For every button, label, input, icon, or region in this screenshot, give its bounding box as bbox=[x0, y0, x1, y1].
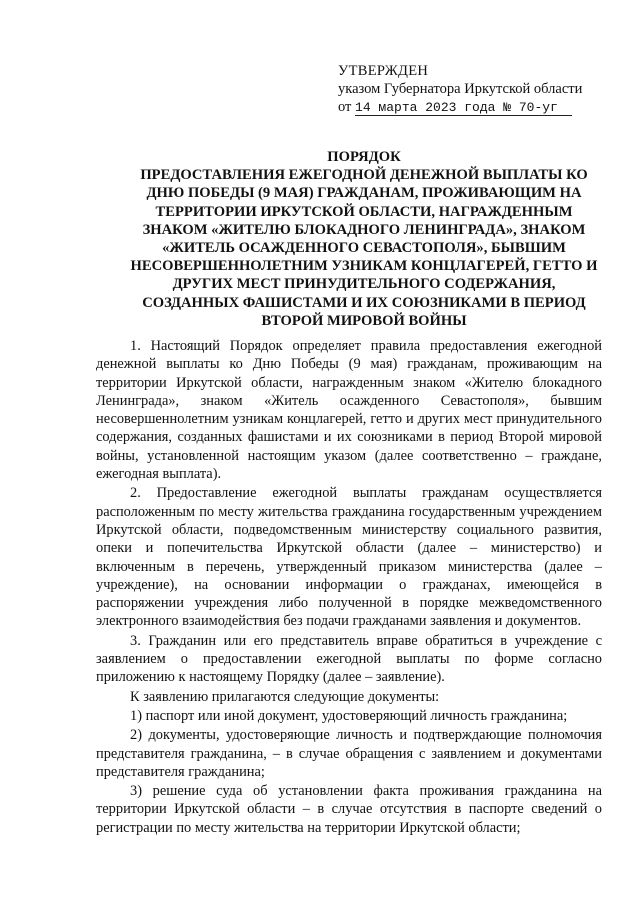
approval-heading: УТВЕРЖДЕН bbox=[338, 63, 429, 79]
attachments-intro: К заявлению прилагаются следующие документы: bbox=[130, 688, 440, 705]
list-item-1: 1) паспорт или иной документ, удостоверяющий личность гражданина; bbox=[130, 707, 568, 724]
title-line: ТЕРРИТОРИИ ИРКУТСКОЙ ОБЛАСТИ, НАГРАЖДЕННЫМ bbox=[155, 203, 573, 220]
title-line: ДНЮ ПОБЕДЫ (9 МАЯ) ГРАЖДАНАМ, ПРОЖИВАЮЩИМ НА bbox=[146, 185, 582, 202]
approval-date-line bbox=[338, 98, 608, 117]
title-line: ЗНАКОМ «ЖИТЕЛЮ БЛОКАДНОГО ЛЕНИНГРАДА», ЗНАКОМ bbox=[142, 221, 586, 238]
document-title bbox=[96, 148, 632, 330]
approval-issuer: указом Губернатора Иркутской области bbox=[338, 81, 583, 97]
paragraph-1: 1. Настоящий Порядок определяет правила предоставления ежегодной денежной выплаты ко Дню Победы (9 мая) гражданам, проживающим на территории Иркутской области, награжденным знаком «Жителю блокадного Ленинграда», знаком «Житель осажденного Севастополя», бывшим несовершеннолетним узникам концлагерей, гетто и других мест принудительного содержания, созданных фашистами и их союзниками в период Второй мировой войны, установленной настоящим указом (далее соответственно – граждане, ежегодная выплата). bbox=[96, 338, 602, 483]
document-body bbox=[96, 337, 602, 837]
approval-date-number: 14 марта 2023 года № 70-уг bbox=[355, 100, 572, 116]
title-line: ПРЕДОСТАВЛЕНИЯ ЕЖЕГОДНОЙ ДЕНЕЖНОЙ ВЫПЛАТЫ КО bbox=[140, 167, 588, 184]
title-line: СОЗДАННЫХ ФАШИСТАМИ И ИХ СОЮЗНИКАМИ В ПЕРИОД bbox=[142, 294, 586, 311]
title-line: «ЖИТЕЛЬ ОСАЖДЕННОГО СЕВАСТОПОЛЯ», БЫВШИМ bbox=[162, 240, 566, 257]
approval-stamp bbox=[338, 62, 608, 117]
title-line: ПОРЯДОК bbox=[327, 149, 401, 165]
paragraph-3: 3. Гражданин или его представитель вправе обратиться в учреждение с заявлением о предоставлении ежегодной выплаты по форме согласно приложению к настоящему Порядку (далее – заявление). bbox=[96, 632, 602, 686]
list-item-3: 3) решение суда об установлении факта проживания гражданина на территории Иркутской области – в случае отсутствия в паспорте сведений о регистрации по месту жительства на территории Иркутской области; bbox=[96, 783, 602, 836]
title-line: НЕСОВЕРШЕННОЛЕТНИМ УЗНИКАМ КОНЦЛАГЕРЕЙ, ГЕТТО И bbox=[130, 258, 598, 275]
title-line: ДРУГИХ МЕСТ ПРИНУДИТЕЛЬНОГО СОДЕРЖАНИЯ, bbox=[172, 276, 556, 293]
approval-date-prefix: от bbox=[338, 99, 352, 115]
paragraph-2: 2. Предоставление ежегодной выплаты гражданам осуществляется расположенным по месту жительства гражданина государственным учреждением Иркутской области, подведомственным министерству социального развития, опеки и попечительства Иркутской области (далее – министерство) и включенным в перечень, утвержденный приказом министерства (далее – учреждение), на основании информации о гражданах, имеющейся в распоряжении учреждения либо полученной в порядке межведомственного электронного взаимодействия без подачи гражданами заявления и документов. bbox=[96, 485, 602, 630]
title-line: ВТОРОЙ МИРОВОЙ ВОЙНЫ bbox=[261, 312, 467, 329]
list-item-2: 2) документы, удостоверяющие личность и подтверждающие полномочия представителя гражданина, – в случае обращения с заявлением и документами представителя гражданина; bbox=[96, 727, 602, 780]
